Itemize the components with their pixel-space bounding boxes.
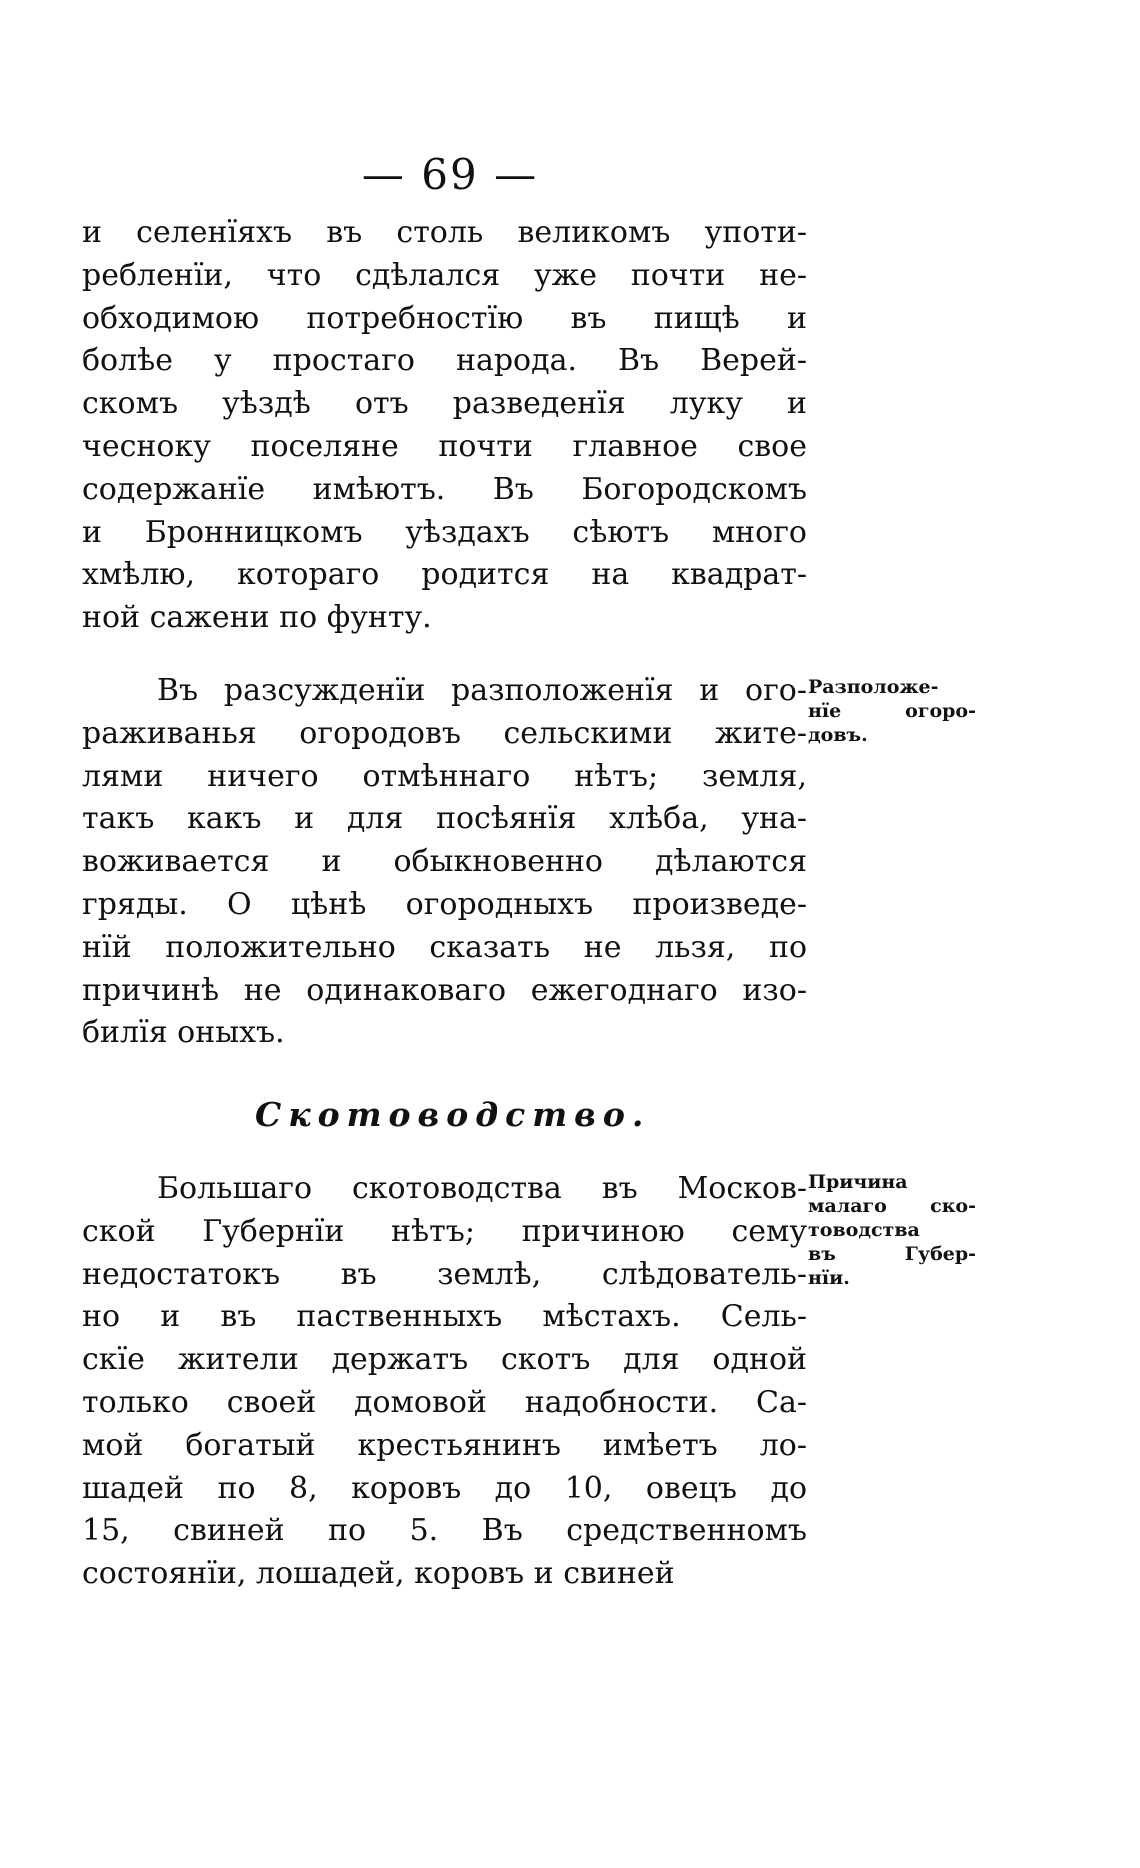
margin-note-line: Разположе- xyxy=(808,676,939,698)
text-line: и селенїяхъ въ столь великомъ употи- xyxy=(82,215,807,250)
margin-note-line: нїи. xyxy=(808,1267,850,1289)
text-line: Большаго скотоводства въ Москов- xyxy=(157,1171,807,1206)
text-line: раживанья огородовъ сельскими жите- xyxy=(82,715,807,751)
text-line: только своей домовой надобности. Са- xyxy=(82,1384,807,1420)
text-line: нїй положительно сказать не льзя, по xyxy=(82,929,807,965)
margin-note-line: малаго ско- xyxy=(808,1195,976,1217)
text-line: такъ какъ и для посѣянїя хлѣба, уна- xyxy=(82,801,807,837)
text-line: обходимою потребностїю въ пищѣ и xyxy=(82,300,807,336)
paragraph-3 xyxy=(82,1168,807,1596)
page-number: — 69 — xyxy=(361,150,539,199)
margin-note-gardens xyxy=(808,675,976,747)
text-line: ской Губернїи нѣтъ; причиною сему xyxy=(82,1213,807,1249)
margin-note-line: довъ. xyxy=(808,724,868,746)
text-line: недостатокъ въ землѣ, слѣдователь- xyxy=(82,1256,807,1292)
text-line: лями ничего отмѣннаго нѣтъ; земля, xyxy=(82,758,807,794)
section-heading: Скотоводство. xyxy=(255,1095,651,1134)
text-line: мой богатый крестьянинъ имѣетъ ло- xyxy=(82,1427,807,1463)
text-line: шадей по 8, коровъ до 10, овецъ до xyxy=(82,1470,807,1506)
text-line: состоянїи, лошадей, коровъ и свиней xyxy=(82,1556,675,1592)
text-line: чесноку поселяне почти главное свое xyxy=(82,428,807,464)
paragraph-2 xyxy=(82,670,807,1055)
margin-note-line: нїе огоро- xyxy=(808,700,976,722)
margin-note-line: товодства xyxy=(808,1219,920,1241)
text-line: билїя оныхъ. xyxy=(82,1015,285,1051)
text-line: ной сажени по фунту. xyxy=(82,600,432,636)
margin-note-line: въ Губер- xyxy=(808,1243,976,1265)
text-line: содержанїе имѣютъ. Въ Богородскомъ xyxy=(82,471,807,507)
text-line: скомъ уѣздѣ отъ разведенїя луку и xyxy=(82,386,807,422)
text-line: болѣе у простаго народа. Въ Верей- xyxy=(82,343,807,379)
text-line: скїе жители держатъ скотъ для одной xyxy=(82,1342,807,1378)
text-line: и Бронницкомъ уѣздахъ сѣютъ много xyxy=(82,514,807,550)
text-line: Въ разсужденїи разположенїя и ого- xyxy=(157,673,807,708)
text-line: причинѣ не одинаковаго ежегоднаго изо- xyxy=(82,972,807,1008)
text-line: хмѣлю, котораго родится на квадрат- xyxy=(82,557,807,593)
text-line: гряды. О цѣнѣ огородныхъ произведе- xyxy=(82,886,807,922)
text-line: 15, свиней по 5. Въ средственномъ xyxy=(82,1513,807,1549)
margin-note-line: Причина xyxy=(808,1171,908,1193)
paragraph-1 xyxy=(82,212,807,640)
text-line: воживается и обыкновенно дѣлаются xyxy=(82,844,807,880)
margin-note-livestock xyxy=(808,1170,976,1290)
text-line: ребленїи, что сдѣлался уже почти не- xyxy=(82,257,807,293)
text-line: но и въ паственныхъ мѣстахъ. Сель- xyxy=(82,1299,807,1335)
